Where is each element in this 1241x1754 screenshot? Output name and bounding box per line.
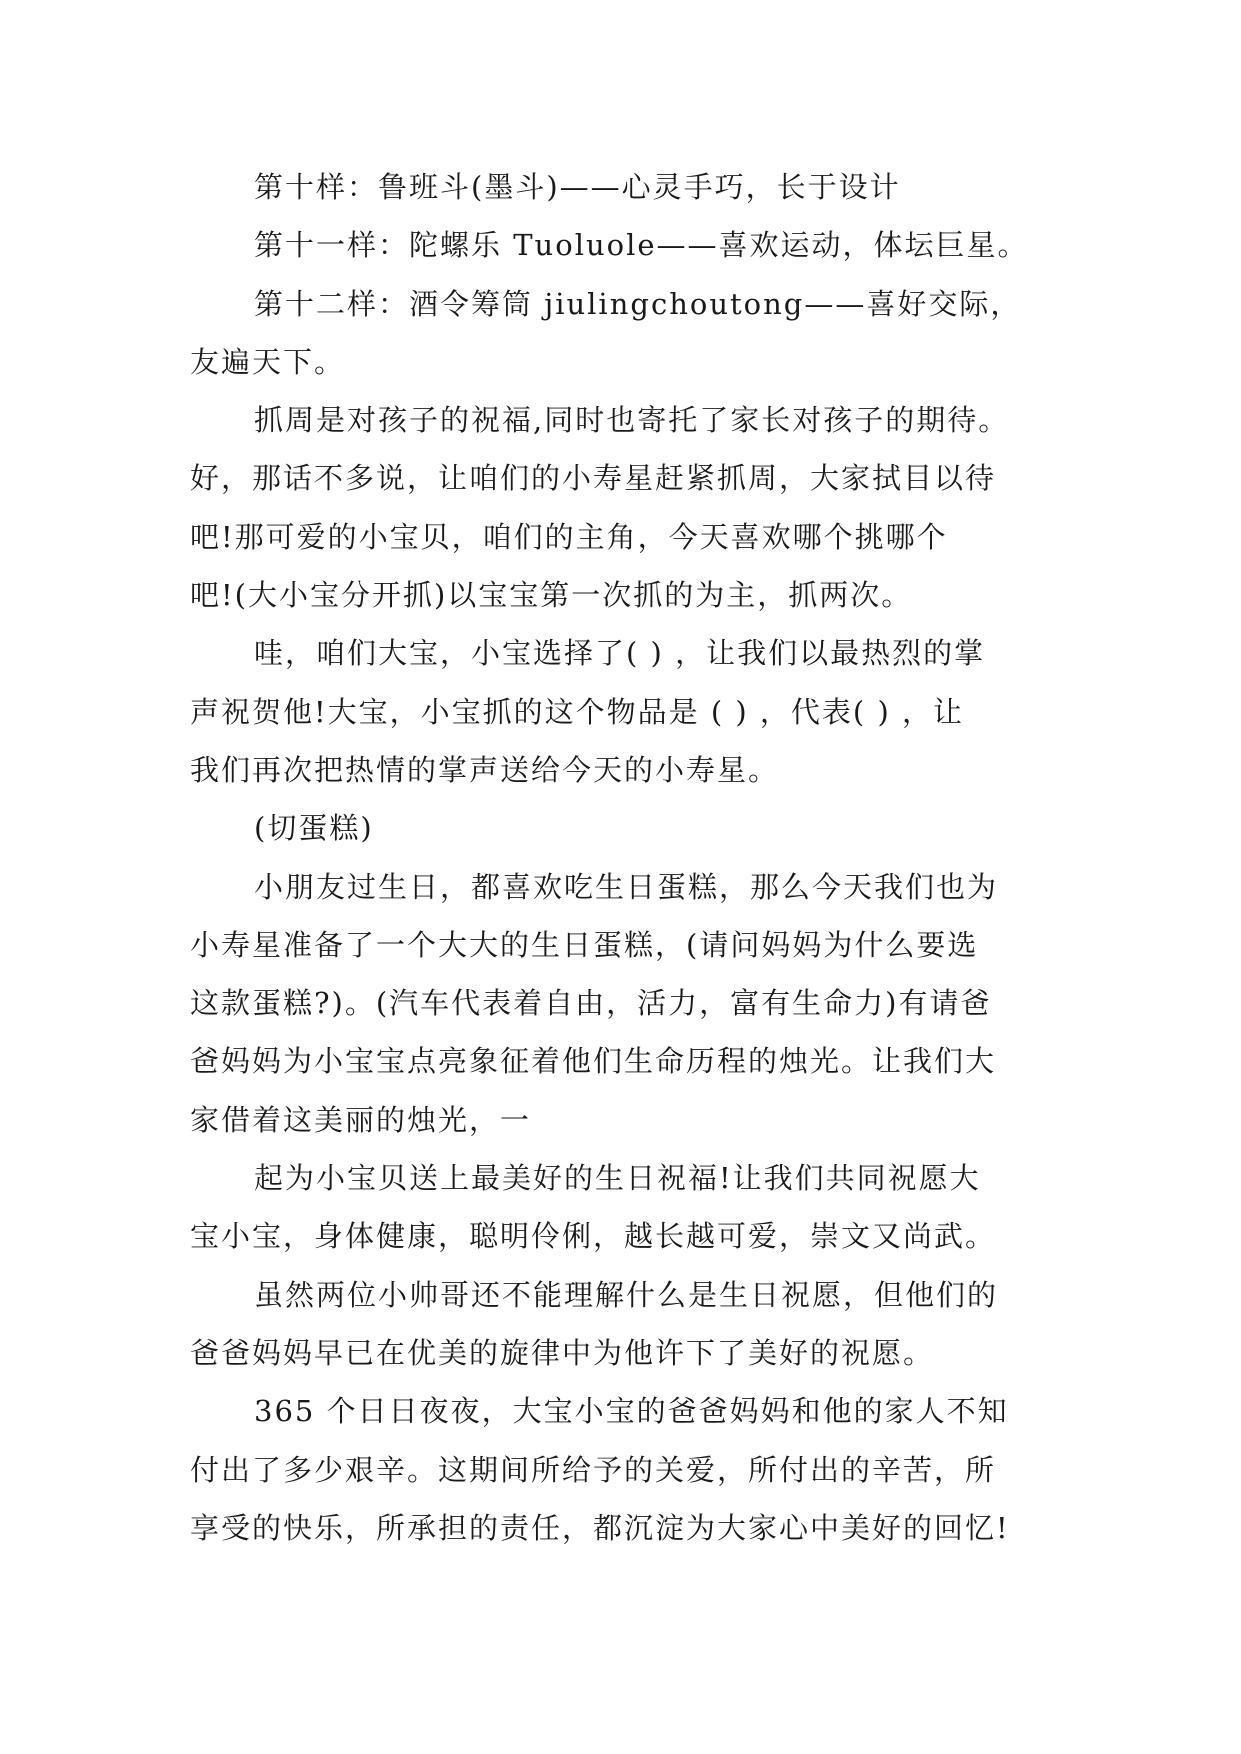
text-line: 家借着这美丽的烛光，一 xyxy=(190,1102,532,1137)
text-line: 小朋友过生日，都喜欢吃生日蛋糕，那么今天我们也为 xyxy=(254,869,999,904)
text-line: 爸爸妈妈早已在优美的旋律中为他许下了美好的祝愿。 xyxy=(190,1335,935,1370)
text-line: 我们再次把热情的掌声送给今天的小寿星。 xyxy=(190,752,780,787)
text-line: 声祝贺他!大宝，小宝抓的这个物品是 ( ) ，代表( ) ，让 xyxy=(190,694,965,729)
text-line: 第十样：鲁班斗(墨斗)——心灵手巧，长于设计 xyxy=(254,170,901,204)
text-line: 宝小宝，身体健康，聪明伶俐，越长越可爱，崇文又尚武。 xyxy=(190,1219,997,1254)
text-line: 享受的快乐，所承担的责任，都沉淀为大家心中美好的回忆! xyxy=(190,1510,1010,1545)
text-line: 哇，咱们大宝，小宝选择了( ) ，让我们以最热烈的掌 xyxy=(254,636,986,671)
text-line: 虽然两位小帅哥还不能理解什么是生日祝愿，但他们的 xyxy=(254,1277,999,1312)
text-line: 吧!那可爱的小宝贝，咱们的主角，今天喜欢哪个挑哪个 xyxy=(190,519,948,554)
text-line: 爸妈妈为小宝宝点亮象征着他们生命历程的烛光。让我们大 xyxy=(190,1044,997,1079)
text-line: 好，那话不多说，让咱们的小寿星赶紧抓周，大家拭目以待 xyxy=(190,461,997,496)
document-body xyxy=(190,158,1070,1557)
text-line: 起为小宝贝送上最美好的生日祝福!让我们共同祝愿大 xyxy=(254,1161,981,1196)
text-line: 吧!(大小宝分开抓)以宝宝第一次抓的为主，抓两次。 xyxy=(190,578,913,613)
text-line: (切蛋糕) xyxy=(254,811,374,846)
text-line: 抓周是对孩子的祝福,同时也寄托了家长对孩子的期待。 xyxy=(254,403,1010,438)
text-line: 小寿星准备了一个大大的生日蛋糕，(请问妈妈为什么要选 xyxy=(190,927,979,962)
text-line: 友遍天下。 xyxy=(190,344,346,379)
text-line: 第十一样：陀螺乐 Tuoluole——喜欢运动，体坛巨星。 xyxy=(254,228,1029,263)
text-line: 第十二样：酒令筹筒 jiulingchoutong——喜好交际， xyxy=(254,286,1022,321)
text-line: 付出了多少艰辛。这期间所给予的关爱，所付出的辛苦，所 xyxy=(190,1452,997,1487)
text-line: 365 个日日夜夜，大宝小宝的爸爸妈妈和他的家人不知 xyxy=(254,1394,1009,1429)
text-line: 这款蛋糕?)。(汽车代表着自由，活力，富有生命力)有请爸 xyxy=(190,986,992,1021)
